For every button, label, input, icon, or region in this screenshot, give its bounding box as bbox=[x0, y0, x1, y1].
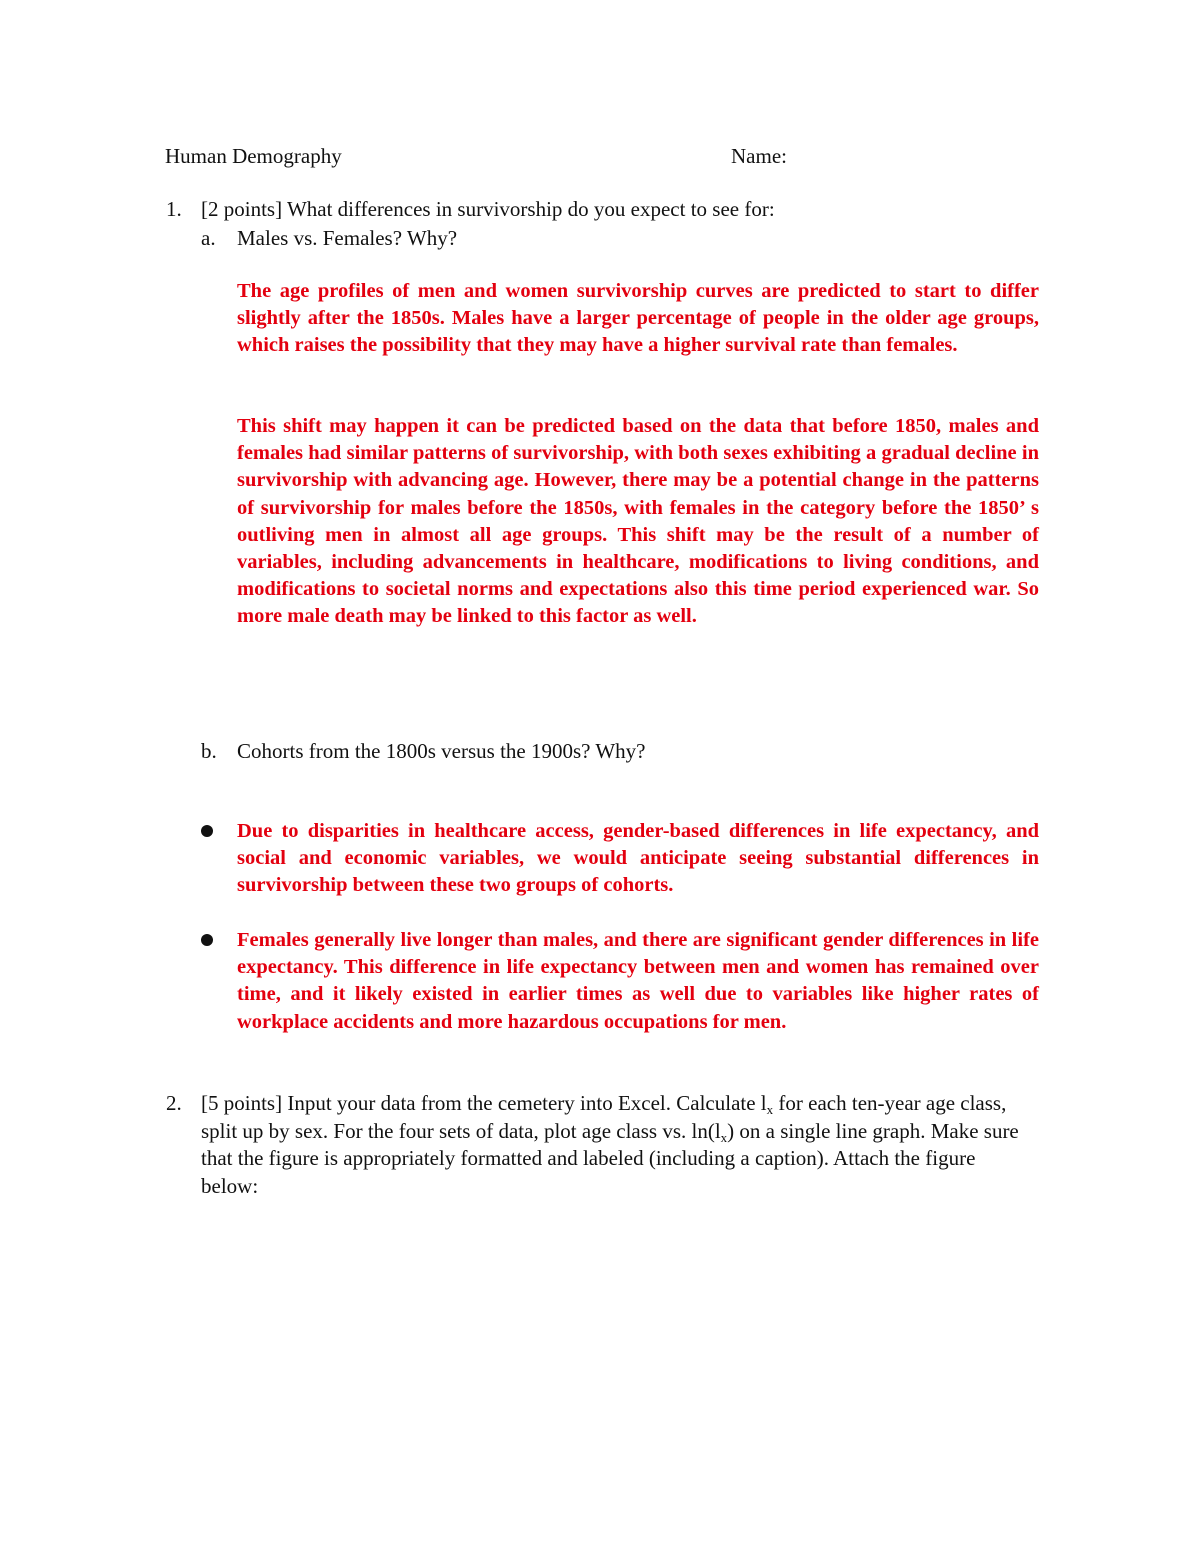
subscript-x: x bbox=[766, 1102, 774, 1117]
bullet-dot bbox=[201, 934, 213, 946]
question-1b-letter: b. bbox=[201, 739, 217, 763]
question-1b-prompt: Cohorts from the 1800s versus the 1900s? Why? bbox=[237, 739, 646, 763]
course-title: Human Demography bbox=[165, 144, 342, 168]
question-2-text-part-2: for each ten-year age class, split up by sex. For the four sets of data, plot age class vs. ln(l bbox=[201, 1091, 1007, 1143]
question-1-number: 1. bbox=[166, 197, 182, 221]
question-1a-letter: a. bbox=[201, 226, 216, 250]
answer-1a-paragraph-2: This shift may happen it can be predicted based on the data that before 1850, males and females had similar patterns of survivorship, with both sexes exhibiting a gradual decline in survivorship with advancing age. However, there may be a potential change in the patterns of survivorship for males before the 1850s, with females in the category before the 1850’ s outliving men in almost all age groups. This shift may be the result of a number of variables, including advancements in healthcare, modifications to living conditions, and modifications to societal norms and expectations also this time period experienced war. So more male death may be linked to this factor as well. bbox=[237, 415, 1039, 628]
question-1a-prompt: Males vs. Females? Why? bbox=[237, 226, 458, 250]
answer-1b-bullet-1: Due to disparities in healthcare access, gender-based differences in life expectancy, and social and economic variables, we would anticipate seeing substantial differences in survivorship between these two groups of cohorts. bbox=[237, 820, 1039, 897]
name-label: Name: bbox=[731, 144, 787, 168]
question-1-prompt: [2 points] What differences in survivorship do you expect to see for: bbox=[201, 197, 775, 221]
question-2-text-part-3: ) on a single line graph. Make sure that the figure is appropriately formatted and labeled (including a caption). Attach the figure below: bbox=[201, 1118, 1019, 1198]
question-2-prompt bbox=[201, 1090, 1031, 1200]
question-2-number: 2. bbox=[166, 1091, 182, 1115]
answer-1b-bullet-2: Females generally live longer than males, and there are significant gender differences in life expectancy. This difference in life expectancy between men and women has remained over time, and it likely existed in earlier times as well due to variables like higher rates of workplace accidents and more hazardous occupations for men. bbox=[237, 929, 1039, 1033]
question-2-text-part-1: [5 points] Input your data from the cemetery into Excel. Calculate l bbox=[201, 1091, 767, 1115]
subscript-x: x bbox=[720, 1129, 728, 1145]
answer-1a-paragraph-1: The age profiles of men and women survivorship curves are predicted to start to differ slightly after the 1850s. Males have a larger percentage of people in the older age groups, which raises the possibility that they may have a higher survival rate than females. bbox=[237, 280, 1039, 357]
bullet-dot bbox=[201, 825, 213, 837]
